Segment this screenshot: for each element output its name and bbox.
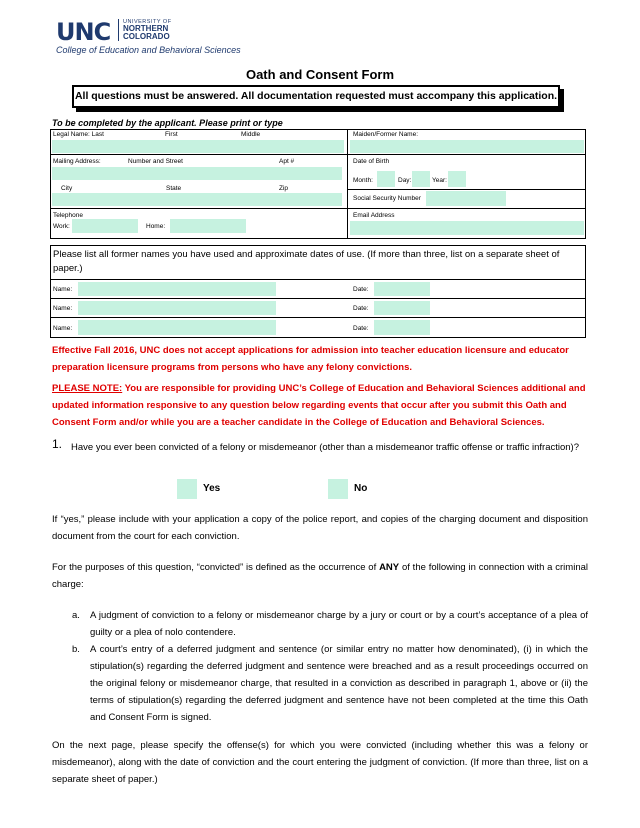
label-legal-name-last: Legal Name: Last (53, 131, 104, 138)
please-note-text: You are responsible for providing UNC’s College of Education and Behavioral Sciences additional and updated information responsive to any question below regarding events that occur after you submit this Oath and Consent Form and/or while you are a teacher candidate in the College of Education and Behavioral Sciences. (52, 383, 586, 428)
logo-northern: NORTHERN (123, 24, 169, 33)
label-former-date: Date: (353, 286, 369, 293)
ssn-field[interactable] (426, 191, 506, 206)
former-name-field[interactable] (78, 320, 276, 335)
effective-fall-notice: Effective Fall 2016, UNC does not accept applications for admission into teacher education licensure and educator preparation licensure programs from persons who have any felony convictions. (52, 345, 569, 373)
table-row-divider (50, 208, 586, 209)
label-mailing-address: Mailing Address: (53, 158, 101, 165)
notice-box: All questions must be answered. All documentation requested must accompany this application. (72, 85, 560, 108)
email-field[interactable] (350, 221, 584, 235)
table-row-divider (50, 279, 586, 280)
form-title: Oath and Consent Form (245, 67, 395, 82)
label-former-date: Date: (353, 305, 369, 312)
label-former-name: Name: (53, 325, 73, 332)
logo-university-of: UNIVERSITY OF (123, 19, 172, 25)
label-former-name: Name: (53, 286, 73, 293)
maiden-name-field[interactable] (350, 140, 584, 153)
label-year: Year: (432, 177, 447, 184)
list-marker: a. (72, 610, 80, 621)
former-names-instruction: Please list all former names you have used and approximate dates of use. (If more than three, list on a separate sheet of paper.) (53, 249, 560, 274)
question-text: Have you ever been convicted of a felony or misdemeanor (other than a misdemeanor traffic offense or traffic infraction)? (71, 442, 579, 453)
label-maiden-name: Maiden/Former Name: (353, 131, 419, 138)
list-marker: b. (72, 644, 80, 655)
former-name-field[interactable] (78, 282, 276, 296)
table-row-divider (347, 189, 586, 190)
dob-day-field[interactable] (412, 171, 430, 187)
list-item-text: A court’s entry of a deferred judgment and sentence (or similar entry no matter how denominated), (i) in which the stipulation(s) regarding the deferred judgment and sentence were breached and as a result proceedings occurred on the original felony or misdemeanor charge, that resulted in a conviction as described in paragraph 1, above or (ii) the terms of stipulation(s) regarding the deferred judgment and sentence have not been completed at the time this Oath and Consent Form is signed. (90, 644, 588, 723)
next-page-paragraph: On the next page, please specify the offense(s) for which you were convicted (including whether this was a felony or misdemeanor), along with the date of conviction and the court entering the judgment of conviction. (If more than three, list on a separate sheet of paper.) (52, 740, 588, 785)
label-state: State (166, 185, 182, 192)
instruction-text: To be completed by the applicant. Please print or type (52, 118, 283, 128)
label-former-name: Name: (53, 305, 73, 312)
definition-text-end: of the following in connection with a criminal charge: (52, 562, 588, 590)
former-date-field[interactable] (374, 320, 430, 335)
label-first: First (165, 131, 178, 138)
city-state-zip-field[interactable] (52, 193, 342, 206)
logo-colorado: COLORADO (123, 32, 170, 41)
please-note-label: PLEASE NOTE: (52, 383, 123, 394)
label-month: Month: (353, 177, 373, 184)
no-checkbox[interactable] (328, 479, 348, 499)
if-yes-paragraph: If “yes,” please include with your application a copy of the police report, and copies of the charging document and disposition document from the court for each conviction. (52, 514, 588, 542)
question-number: 1. (52, 437, 63, 451)
label-zip: Zip (279, 185, 289, 192)
college-name: College of Education and Behavioral Sciences (56, 45, 241, 55)
work-phone-field[interactable] (72, 219, 138, 233)
label-ssn: Social Security Number (353, 195, 421, 202)
label-day: Day: (398, 177, 412, 184)
label-city: City (61, 185, 73, 192)
please-note-notice (52, 380, 588, 431)
definition-paragraph (52, 559, 588, 593)
label-email: Email Address (353, 212, 395, 219)
legal-name-field[interactable] (52, 140, 344, 153)
home-phone-field[interactable] (170, 219, 246, 233)
former-date-field[interactable] (374, 301, 430, 315)
table-row-divider (50, 317, 586, 318)
unc-logo: UNC (56, 18, 111, 46)
former-date-field[interactable] (374, 282, 430, 296)
label-telephone: Telephone (53, 212, 83, 219)
yes-checkbox[interactable] (177, 479, 197, 499)
table-row-divider (50, 298, 586, 299)
label-apt: Apt # (279, 158, 295, 165)
former-name-field[interactable] (78, 301, 276, 315)
label-former-date: Date: (353, 325, 369, 332)
label-number-street: Number and Street (128, 158, 183, 165)
definition-emphasis: ANY (379, 562, 400, 573)
dob-month-field[interactable] (377, 171, 395, 187)
label-home: Home: (146, 223, 166, 230)
table-row-divider (50, 154, 586, 155)
dob-year-field[interactable] (448, 171, 466, 187)
logo-divider (118, 19, 119, 41)
label-work: Work: (53, 223, 70, 230)
street-address-field[interactable] (52, 167, 342, 180)
no-label: No (354, 483, 368, 494)
definition-text-start: For the purposes of this question, “convicted” is defined as the occurrence of (52, 562, 380, 573)
yes-label: Yes (203, 483, 221, 494)
label-date-of-birth: Date of Birth (353, 158, 390, 165)
list-item-text: A judgment of conviction to a felony or misdemeanor charge by a jury or court or by a court’s acceptance of a plea of guilty or a plea of nolo contendere. (90, 610, 588, 638)
table-center-divider (347, 129, 348, 239)
label-middle: Middle (241, 131, 261, 138)
